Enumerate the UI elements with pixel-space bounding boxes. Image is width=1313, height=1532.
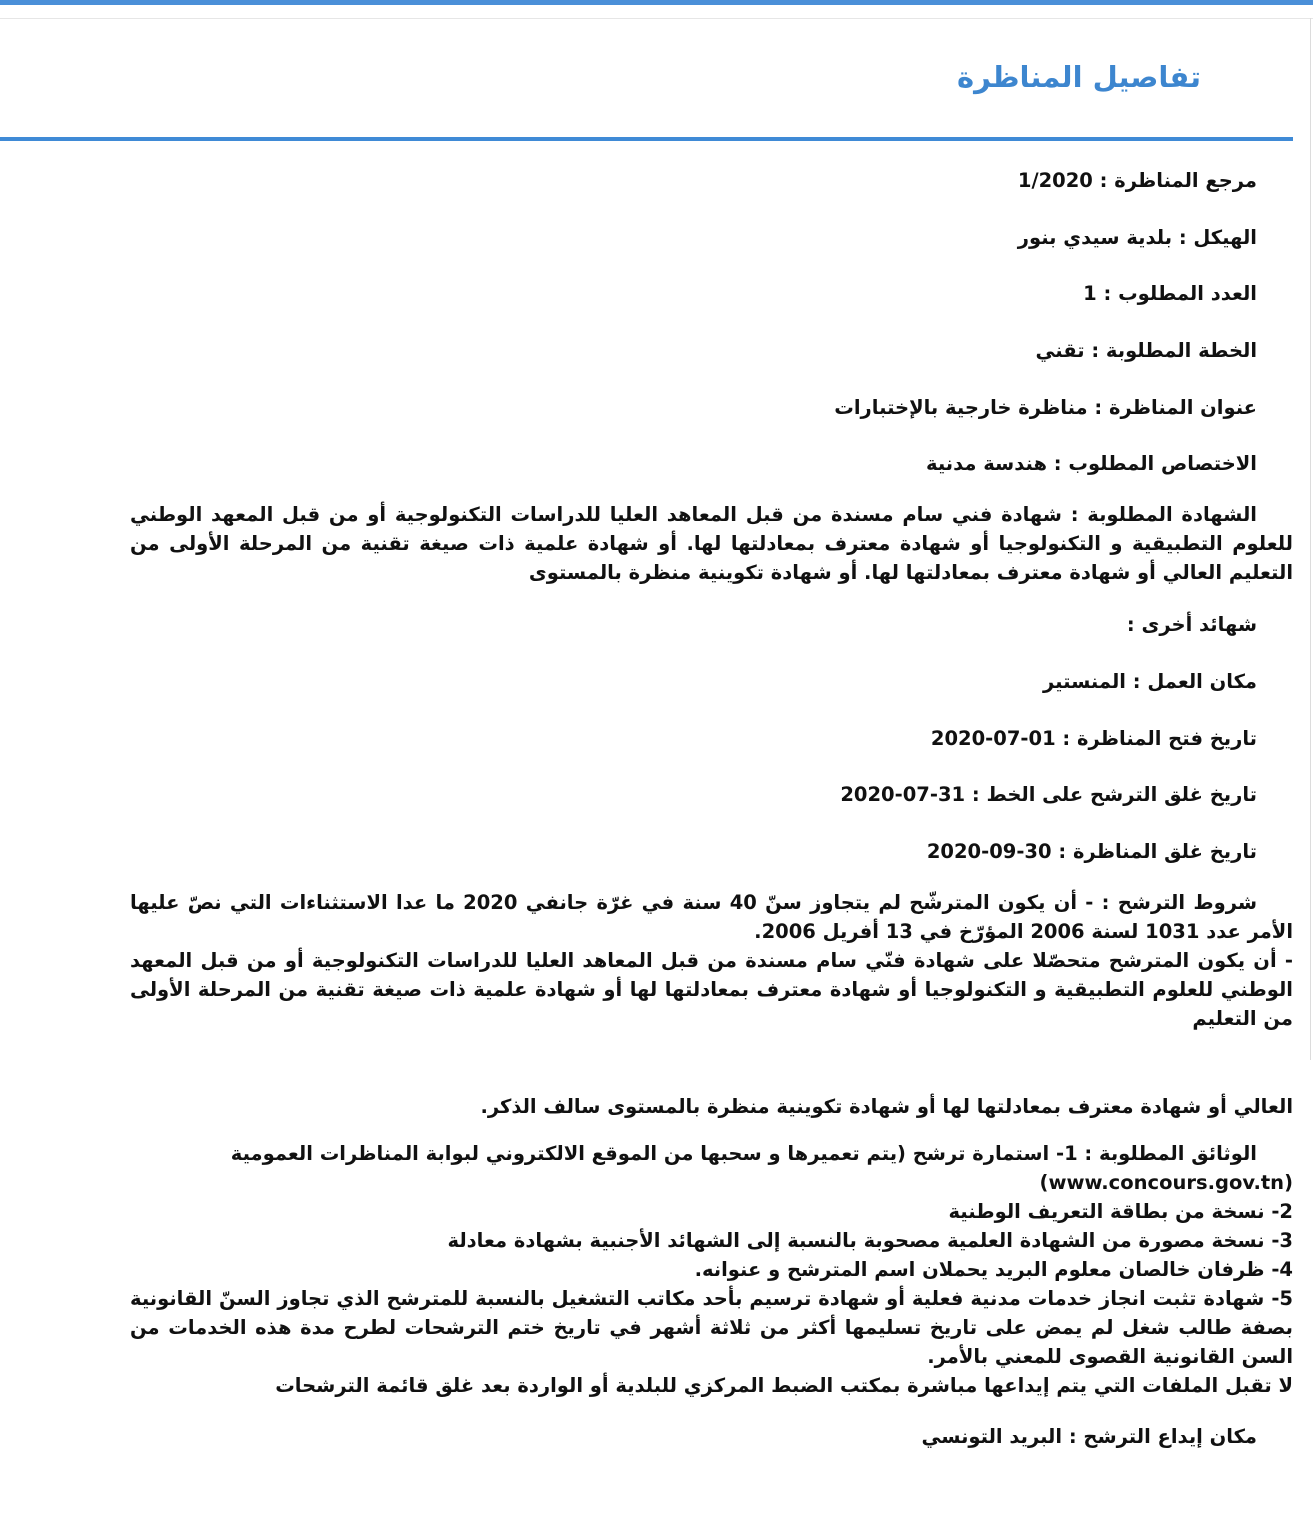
detail-specialty: الاختصاص المطلوب : هندسة مدنية — [926, 452, 1257, 476]
documents-item-2: 2- نسخة من بطاقة التعريف الوطنية — [948, 1200, 1293, 1223]
documents-item-3: 3- نسخة مصورة من الشهادة العلمية مصحوبة بالنسبة إلى الشهائد الأجنبية بشهادة معادلة — [447, 1229, 1293, 1252]
documents-item-4: 4- ظرفان خالصان معلوم البريد يحملان اسم المترشح و عنوانه. — [694, 1258, 1293, 1281]
condition-degree: - أن يكون المترشح متحصّلا على شهادة فنّي سام مسندة من قبل المعاهد العليا للدراسات التكنولوجية أو من قبل المعهد الوطني للعلوم التطبيقية و التكنولوجيا أو شهادة معترف بمعادلتها لها أو شهادة علمية ذات صيغة تقنية من المرحلة الأولى من التعليم — [130, 948, 1293, 1030]
detail-online-close-date: تاريخ غلق الترشح على الخط : 31-07-2020 — [840, 783, 1257, 807]
condition-degree-end: العالي أو شهادة معترف بمعادلتها لها أو شهادة تكوينية منظرة بالمستوى سالف الذكر. — [480, 1095, 1293, 1118]
detail-structure: الهيكل : بلدية سيدي بنور — [1017, 225, 1257, 249]
competition-details — [130, 160, 1293, 1033]
documents-portal-link[interactable]: (www.concours.gov.tn) — [1039, 1171, 1293, 1194]
detail-conditions — [130, 888, 1293, 1033]
detail-count: العدد المطلوب : 1 — [1083, 282, 1257, 306]
documents-item-5: 5- شهادة تثبت انجاز خدمات مدنية فعلية أو شهادة ترسيم بأحد مكاتب التشغيل بالنسبة للمترشح الذي تجاوز السنّ القانونية بصفة طالب شغل لم يمض على تاريخ تسليمها أكثر من ثلاثة أشهر في تاريخ ختم الترشحات لطرح مدة هذه الخدمات من السن القانونية القصوى للمعني بالأمر. — [130, 1287, 1293, 1368]
top-divider — [0, 18, 1313, 19]
detail-close-date: تاريخ غلق المناظرة : 30-09-2020 — [926, 839, 1257, 863]
title-underline — [0, 137, 1293, 141]
page-title: تفاصيل المناظرة — [957, 60, 1201, 94]
detail-reference: مرجع المناظرة : 1/2020 — [1017, 169, 1257, 192]
documents-item-1: الوثائق المطلوبة : 1- استمارة ترشح (يتم تعميرها و سحبها من الموقع الالكتروني لبوابة المناظرات العمومية — [230, 1142, 1257, 1165]
content-border — [1310, 18, 1311, 1060]
detail-required-degree: الشهادة المطلوبة : شهادة فني سام مسندة من قبل المعاهد العليا للدراسات التكنولوجية أو من قبل المعهد الوطني للعلوم التطبيقية و التكنولوجيا أو شهادة معترف بمعادلتها لها. أو شهادة علمية ذات صيغة تقنية من المرحلة الأولى من التعليم العالي أو شهادة معترف بمعادلتها لها. أو شهادة تكوينية منظرة بالمستوى — [130, 503, 1293, 585]
detail-other-degrees: شهائد أخرى : — [1126, 613, 1257, 637]
detail-competition-title: عنوان المناظرة : مناظرة خارجية بالإختبارات — [834, 395, 1257, 419]
detail-deposit-place: مكان إيداع الترشح : البريد التونسي — [921, 1425, 1257, 1448]
condition-age: شروط الترشح : - أن يكون المترشّح لم يتجاوز سنّ 40 سنة في غرّة جانفي 2020 ما عدا الاستثناءات التي نصّ عليها الأمر عدد 1031 لسنة 2006 المؤرّخ في 13 أفريل 2006. — [130, 890, 1293, 943]
detail-grade: الخطة المطلوبة : تقني — [1035, 339, 1257, 363]
detail-open-date: تاريخ فتح المناظرة : 01-07-2020 — [930, 726, 1257, 750]
documents-notice: لا تقبل الملفات التي يتم إيداعها مباشرة بمكتب الضبط المركزي للبلدية أو الواردة بعد غلق قائمة الترشحات — [275, 1374, 1293, 1397]
detail-workplace: مكان العمل : المنستير — [1043, 669, 1257, 693]
details-continuation — [130, 1092, 1293, 1451]
top-accent-bar — [0, 0, 1313, 5]
